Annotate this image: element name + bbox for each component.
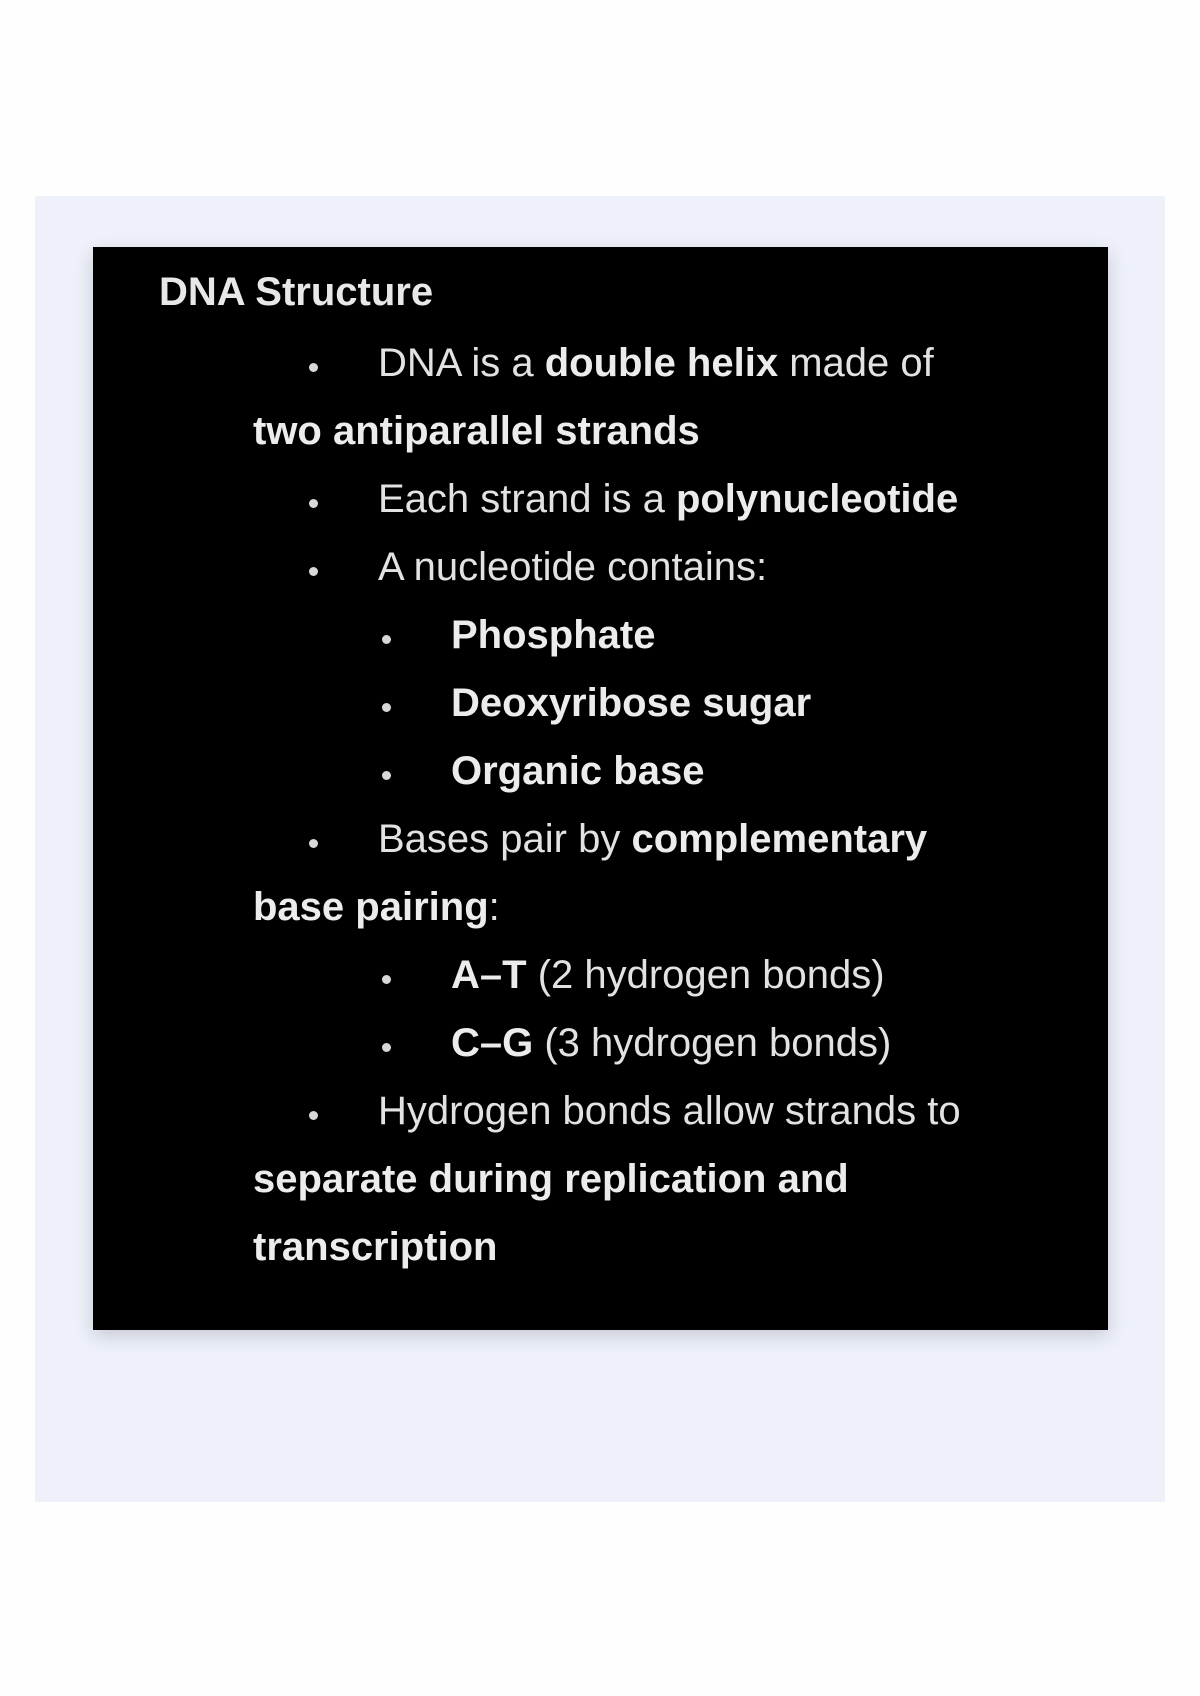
- list-item-continuation: [253, 1225, 497, 1269]
- bullet-dot: [309, 839, 318, 848]
- list-item: [378, 477, 958, 521]
- item-bold-text: two antiparallel strands: [253, 409, 700, 453]
- sub-list-item: [451, 749, 704, 793]
- item-text: :: [488, 885, 500, 929]
- item-text: Each strand is a: [378, 477, 676, 521]
- item-bold-text: Phosphate: [451, 613, 656, 657]
- item-text: A nucleotide contains:: [378, 545, 768, 589]
- item-text: DNA is a: [378, 341, 545, 385]
- list-item: [378, 1089, 961, 1133]
- bullet-dot: [309, 1111, 318, 1120]
- item-text: (2 hydrogen bonds): [526, 953, 885, 997]
- list-item-continuation: [253, 885, 500, 929]
- sub-bullet-dot: [382, 703, 391, 712]
- item-text: (3 hydrogen bonds): [533, 1021, 892, 1065]
- bullet-dot: [309, 363, 318, 372]
- sub-bullet-dot: [382, 771, 391, 780]
- item-bold-text: Deoxyribose sugar: [451, 681, 812, 725]
- item-bold-text: transcription: [253, 1225, 498, 1269]
- item-bold-text: C–G: [451, 1021, 534, 1065]
- bullet-dot: [309, 499, 318, 508]
- sub-bullet-dot: [382, 1043, 391, 1052]
- item-bold-text: complementary: [631, 817, 928, 861]
- list-item: [378, 817, 927, 861]
- sub-list-item: [451, 1021, 891, 1065]
- list-item: [378, 341, 934, 385]
- item-text: Bases pair by: [378, 817, 632, 861]
- sub-bullet-dot: [382, 975, 391, 984]
- dna-structure-card: [93, 247, 1108, 1330]
- list-item: [378, 545, 767, 589]
- sub-list-item: [451, 953, 885, 997]
- bullet-dot: [309, 567, 318, 576]
- item-bold-text: A–T: [451, 953, 527, 997]
- item-bold-text: double helix: [544, 341, 779, 385]
- sub-list-item: [451, 613, 655, 657]
- card-title: DNA Structure: [159, 270, 434, 314]
- item-bold-text: Organic base: [451, 749, 705, 793]
- list-item-continuation: [253, 409, 700, 453]
- sub-list-item: [451, 681, 811, 725]
- item-text: made of: [778, 341, 934, 385]
- item-bold-text: polynucleotide: [675, 477, 959, 521]
- item-bold-text: base pairing: [253, 885, 489, 929]
- item-text: Hydrogen bonds allow strands to: [378, 1089, 961, 1133]
- sub-bullet-dot: [382, 635, 391, 644]
- item-bold-text: separate during replication and: [253, 1157, 849, 1201]
- list-item-continuation: [253, 1157, 849, 1201]
